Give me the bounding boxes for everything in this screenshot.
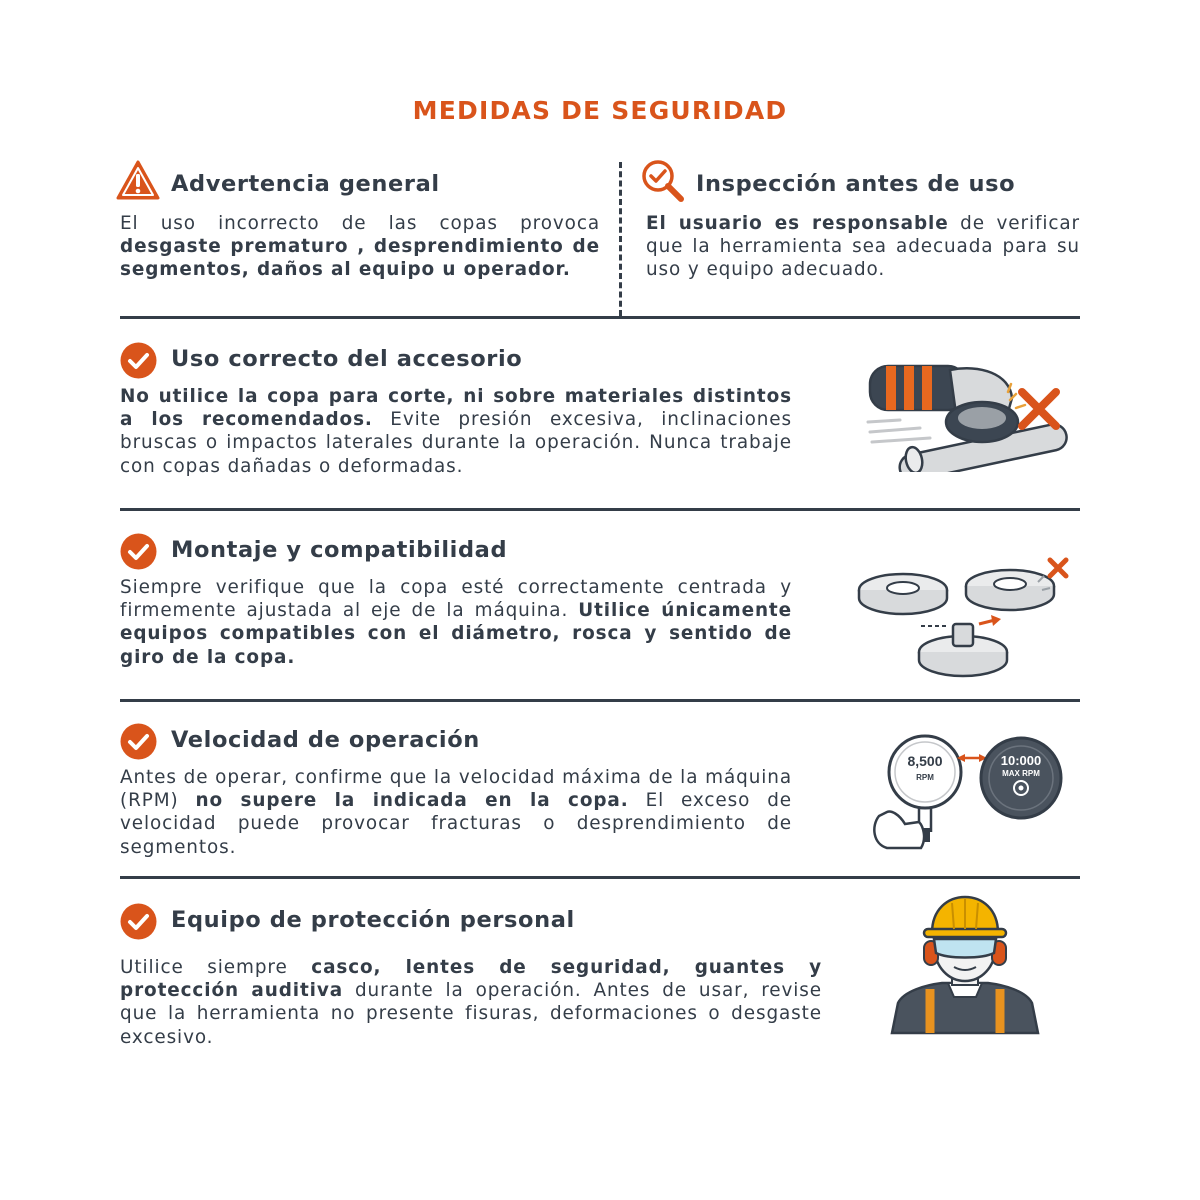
- divider: [120, 699, 1080, 702]
- rpm-comparison-illustration: [865, 728, 1070, 850]
- section-heading: Advertencia general: [171, 171, 440, 197]
- column-divider: [619, 162, 622, 316]
- section-text: Siempre verifique que la copa esté correctamente centrada y firmemente ajustada al eje de la máquina. Utilice únicamente equipos compatibles con el diámetro, rosca y sentido de giro de la copa.: [120, 577, 792, 668]
- section-heading: Montaje y compatibilidad: [171, 537, 508, 563]
- section-text: Antes de operar, confirme que la velocidad máxima de la máquina (RPM) no supere la indicada en la copa. El exceso de velocidad puede provocar fracturas o desprendimiento de segmentos.: [120, 767, 792, 858]
- section-heading: Uso correcto del accesorio: [171, 346, 523, 372]
- section-text: El uso incorrecto de las copas provoca desgaste prematuro , desprendimiento de segmentos, daños al equipo u operador.: [120, 213, 600, 281]
- check-circle-icon: [120, 903, 157, 940]
- gauge-value: 8,500: [907, 753, 943, 769]
- check-circle-icon: [120, 342, 157, 379]
- section-heading: Equipo de protección personal: [171, 907, 575, 933]
- worker-ppe-illustration: [886, 893, 1044, 1035]
- check-circle-icon: [120, 533, 157, 570]
- section-text: El usuario es responsable de verificar que la herramienta sea adecuada para su uso y equipo adecuado.: [646, 213, 1080, 281]
- divider: [120, 508, 1080, 511]
- wheel-value: 10:000: [1000, 753, 1042, 768]
- section-heading: Inspección antes de uso: [696, 171, 1016, 197]
- section-heading: Velocidad de operación: [171, 727, 480, 753]
- page-title: MEDIDAS DE SEGURIDAD: [412, 96, 788, 125]
- check-circle-icon: [120, 723, 157, 760]
- wheel-unit: MAX RPM: [1002, 769, 1040, 778]
- divider: [120, 316, 1080, 319]
- gauge-unit: RPM: [916, 773, 934, 782]
- angle-grinder-illustration: [860, 352, 1070, 472]
- divider: [120, 876, 1080, 879]
- section-text: No utilice la copa para corte, ni sobre materiales distintos a los recomendados. Evite presión excesiva, inclinaciones bruscas o impactos laterales durante la operación. Nunca trabaje con copas dañadas o deformadas.: [120, 386, 792, 477]
- cup-wheel-mounting-illustration: [855, 548, 1075, 683]
- section-text: Utilice siempre casco, lentes de seguridad, guantes y protección auditiva durante la operación. Antes de usar, revise que la herramienta no presente fisuras, deformaciones o desgaste excesivo.: [120, 957, 822, 1048]
- warning-triangle-icon: [115, 159, 161, 201]
- magnifier-check-icon: [640, 158, 688, 204]
